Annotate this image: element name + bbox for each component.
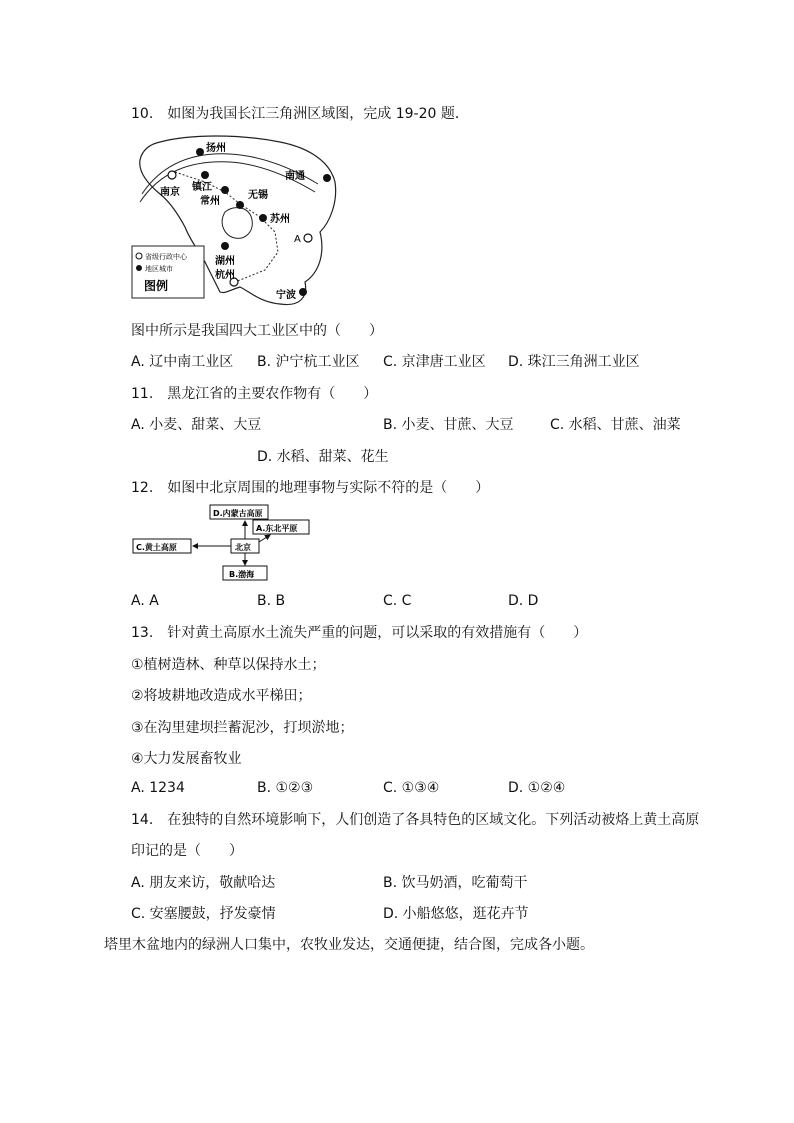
label-center: 北京: [235, 543, 251, 552]
q12-option-d[interactable]: D. D: [508, 593, 539, 609]
q14-stem-line1: 14. 在独特的自然环境影响下，人们创造了各具特色的区域文化。下列活动被烙上黄土高原: [131, 812, 700, 828]
label-nantong: 南通: [285, 171, 305, 182]
q10-option-c[interactable]: C. 京津唐工业区: [383, 354, 486, 370]
q14-stem-line2: 印记的是（ ）: [131, 843, 243, 859]
ningbo-dot: [299, 288, 307, 296]
q10-option-d[interactable]: D. 珠江三角洲工业区: [508, 354, 640, 370]
q11-option-b[interactable]: B. 小麦、甘蔗、大豆: [383, 417, 514, 433]
nanjing-circle: [168, 171, 176, 179]
legend-city: 地区城市: [145, 265, 173, 273]
q14-option-c[interactable]: C. 安塞腰鼓，抒发豪情: [131, 906, 276, 922]
taihu-lake: [222, 208, 252, 239]
q10-sub-question: 图中所示是我国四大工业区中的（ ）: [131, 323, 383, 339]
q11-option-c[interactable]: C. 水稻、甘蔗、油菜: [550, 417, 681, 433]
q13-option-b[interactable]: B. ①②③: [257, 780, 314, 796]
wuxi-dot: [236, 201, 244, 209]
yangzhou-dot: [196, 148, 204, 156]
label-huzhou: 湖州: [215, 256, 235, 267]
q13-stem: 13. 针对黄土高原水土流失严重的问题，可以采取的有效措施有（ ）: [131, 625, 588, 641]
nantong-dot: [323, 174, 331, 182]
q13-option-a[interactable]: A. 1234: [131, 780, 185, 796]
label-nanjing: 南京: [160, 187, 180, 198]
label-zhenjiang: 镇江: [192, 182, 212, 193]
label-changzhou: 常州: [200, 196, 220, 207]
q12-option-a[interactable]: A. A: [131, 593, 159, 609]
q10-option-a[interactable]: A. 辽中南工业区: [131, 354, 234, 370]
q10-option-b[interactable]: B. 沪宁杭工业区: [257, 354, 360, 370]
q13-item-2: ②将坡耕地改造成水平梯田；: [131, 688, 312, 704]
label-east: A.东北平原: [256, 524, 298, 533]
yangtze-delta-map: [130, 132, 340, 312]
legend-capital: 省级行政中心: [145, 253, 187, 261]
q12-option-c[interactable]: C. C: [383, 593, 412, 609]
q14-option-b[interactable]: B. 饮马奶酒，吃葡萄干: [383, 875, 528, 891]
label-north: D.内蒙古高原: [213, 509, 263, 518]
q13-option-d[interactable]: D. ①②④: [508, 780, 566, 796]
next-section-intro: 塔里木盆地内的绿洲人口集中，农牧业发达，交通便捷，结合图，完成各小题。: [104, 937, 594, 953]
label-yangzhou: 扬州: [206, 143, 226, 154]
zhenjiang-dot: [201, 171, 209, 179]
q10-stem: 10. 如图为我国长江三角洲区域图，完成 19-20 题．: [131, 106, 469, 122]
label-suzhou: 苏州: [270, 214, 290, 225]
q11-stem: 11. 黑龙江省的主要农作物有（ ）: [131, 386, 378, 402]
q11-option-a[interactable]: A. 小麦、甜菜、大豆: [131, 417, 262, 433]
legend-title: 图例: [144, 279, 169, 293]
label-west: C.黄土高原: [136, 543, 177, 552]
label-wuxi: 无锡: [248, 190, 268, 201]
q13-item-4: ④大力发展畜牧业: [131, 751, 242, 767]
label-hangzhou: 杭州: [215, 270, 235, 281]
q13-item-1: ①植树造林、种草以保持水土；: [131, 657, 326, 673]
point-a-circle: [304, 234, 312, 242]
q14-option-d[interactable]: D. 小船悠悠，逛花卉节: [383, 906, 529, 922]
q13-option-c[interactable]: C. ①③④: [383, 780, 440, 796]
changzhou-dot: [221, 186, 229, 194]
q12-stem: 12. 如图中北京周围的地理事物与实际不符的是（ ）: [131, 480, 490, 496]
label-south: B.渤海: [229, 570, 255, 579]
q11-option-d[interactable]: D. 水稻、甜菜、花生: [257, 449, 389, 465]
label-point-a: A: [294, 234, 301, 245]
q14-option-a[interactable]: A. 朋友来访，敬献哈达: [131, 875, 276, 891]
label-ningbo: 宁波: [276, 290, 296, 301]
arrow-east: [259, 535, 270, 542]
q13-item-3: ③在沟里建坝拦蓄泥沙，打坝淤地；: [131, 720, 354, 736]
q12-option-b[interactable]: B. B: [257, 593, 286, 609]
suzhou-dot: [259, 214, 267, 222]
huzhou-dot: [221, 242, 229, 250]
beijing-surroundings-diagram: [130, 502, 345, 584]
